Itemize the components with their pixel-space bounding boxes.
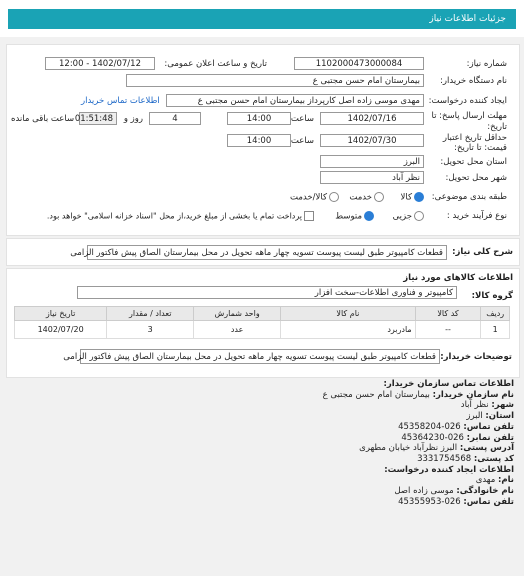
requester-field: مهدی موسی زاده اصل کارپرداز بیمارستان امام حسن مجتبی ع — [166, 94, 424, 107]
radio-icon — [374, 192, 384, 202]
reply-time-field: 14:00 — [227, 112, 291, 125]
validity-label: حداقل تاریخ اعتبار — [442, 133, 507, 143]
goods-section-title: اطلاعات کالاهای مورد نیاز — [403, 273, 513, 283]
col-header: تاریخ نیاز — [15, 307, 107, 321]
category-option-goods[interactable]: کالا — [401, 192, 424, 203]
process-option-minor[interactable]: جزیی — [393, 211, 424, 222]
address-line: آدرس پستی: البرز نظرآباد خیابان مطهری — [359, 443, 514, 454]
buyer-desc-label: توضیحات خریدار: — [440, 352, 512, 362]
validity-label-2: قیمت: تا تاریخ: — [454, 143, 507, 153]
col-header: تعداد / مقدار — [107, 307, 194, 321]
col-header: نام کالا — [281, 307, 416, 321]
summary-label: شرح کلی نیاز: — [452, 247, 513, 257]
phone-line: تلفن تماس: 026-45358204 — [398, 421, 514, 432]
validity-time-label: ساعت — [290, 136, 314, 146]
payment-note[interactable]: پرداخت تمام یا بخشی از مبلغ خرید،از محل "اسناد خزانه اسلامی" خواهد بود. — [47, 211, 314, 221]
cell-row: 1 — [481, 321, 510, 339]
category-label: طبقه بندی موضوعی: — [431, 192, 507, 202]
category-option-both[interactable]: کالا/خدمت — [290, 192, 339, 203]
radio-selected-icon — [364, 211, 374, 221]
city-label: شهر محل تحویل: — [445, 173, 507, 183]
buyer-name-line: نام سازمان خریدار: بیمارستان امام حسن مجتبی ع — [322, 389, 514, 400]
fax-line: تلفن نمابر: 026-45364230 — [401, 432, 514, 443]
table-row — [15, 321, 510, 339]
buyer-org-label: نام دستگاه خریدار: — [440, 76, 507, 86]
buyer-desc-text: قطعات کامپیوتر طبق لیست پیوست تسویه چهار ماهه تحویل در محل بیمارستان الصاق پیش فاکتور الزامی — [80, 349, 440, 364]
radio-selected-icon — [414, 192, 424, 202]
reply-deadline-label: مهلت ارسال پاسخ: تا — [431, 111, 507, 121]
goods-group-label: گروه کالا: — [471, 291, 513, 301]
cell-code: -- — [415, 321, 481, 339]
org-contact-title: اطلاعات تماس سازمان خریدار: — [383, 379, 514, 389]
validity-time-field: 14:00 — [227, 134, 291, 147]
cell-name: مادربرد — [281, 321, 416, 339]
process-option-medium[interactable]: متوسط — [335, 211, 374, 222]
cell-date: 1402/07/20 — [15, 321, 107, 339]
radio-icon — [329, 192, 339, 202]
table-header-row — [15, 307, 510, 321]
goods-table — [14, 306, 510, 339]
summary-text: قطعات کامپیوتر طبق لیست پیوست تسویه چهار ماهه تحویل در محل بیمارستان الصاق پیش فاکتور الزامی — [87, 245, 447, 260]
category-option-service[interactable]: خدمت — [349, 192, 384, 203]
contact-info — [323, 379, 514, 507]
remaining-label: ساعت باقی مانده — [11, 114, 75, 124]
checkbox-icon — [304, 211, 314, 221]
radio-icon — [414, 211, 424, 221]
page-title: جزئیات اطلاعات نیاز — [8, 9, 516, 29]
reply-date-field: 1402/07/16 — [320, 112, 424, 125]
col-header: کد کالا — [415, 307, 481, 321]
days-field: 4 — [149, 112, 201, 125]
need-number-field: 1102000473000084 — [294, 57, 424, 70]
requester-label: ایجاد کننده درخواست: — [428, 96, 507, 106]
col-header: واحد شمارش — [194, 307, 281, 321]
summary-section — [6, 238, 520, 266]
need-number-label: شماره نیاز: — [466, 59, 507, 69]
buyer-org-field: بیمارستان امام حسن مجتبی ع — [126, 74, 424, 87]
province-line: استان: البرز — [466, 411, 514, 422]
city-field: نظر آباد — [320, 171, 424, 184]
validity-date-field: 1402/07/30 — [320, 134, 424, 147]
remaining-time-field: 01:51:48 — [79, 112, 117, 125]
last-name-line: نام خانوادگی: موسی زاده اصل — [394, 486, 514, 497]
first-name-line: نام: مهدی — [475, 475, 514, 486]
cell-unit: عدد — [194, 321, 281, 339]
process-label: نوع فرآیند خرید : — [446, 211, 507, 221]
announce-field: 1402/07/12 - 12:00 — [45, 57, 155, 70]
cell-qty: 3 — [107, 321, 194, 339]
province-field: البرز — [320, 155, 424, 168]
reply-time-label: ساعت — [290, 114, 314, 124]
info-panel — [6, 44, 520, 236]
goods-group-field: کامپیوتر و فناوری اطلاعات-سخت افزار — [77, 286, 457, 299]
creator-contact-title: اطلاعات ایجاد کننده درخواست: — [384, 464, 514, 475]
day-and-label: روز و — [123, 114, 143, 124]
province-label: استان محل تحویل: — [440, 157, 507, 167]
col-header: ردیف — [481, 307, 510, 321]
page-header — [0, 0, 524, 37]
postal-line: کد پستی: 3331754568 — [417, 453, 514, 464]
reply-deadline-label-2: تاریخ: — [487, 122, 507, 132]
announce-label: تاریخ و ساعت اعلان عمومی: — [164, 59, 267, 69]
city-line: شهر: نظر آباد — [460, 400, 514, 411]
buyer-contact-link[interactable]: اطلاعات تماس خریدار — [81, 96, 160, 106]
tel-line: تلفن تماس: 026-45355953 — [398, 496, 514, 507]
